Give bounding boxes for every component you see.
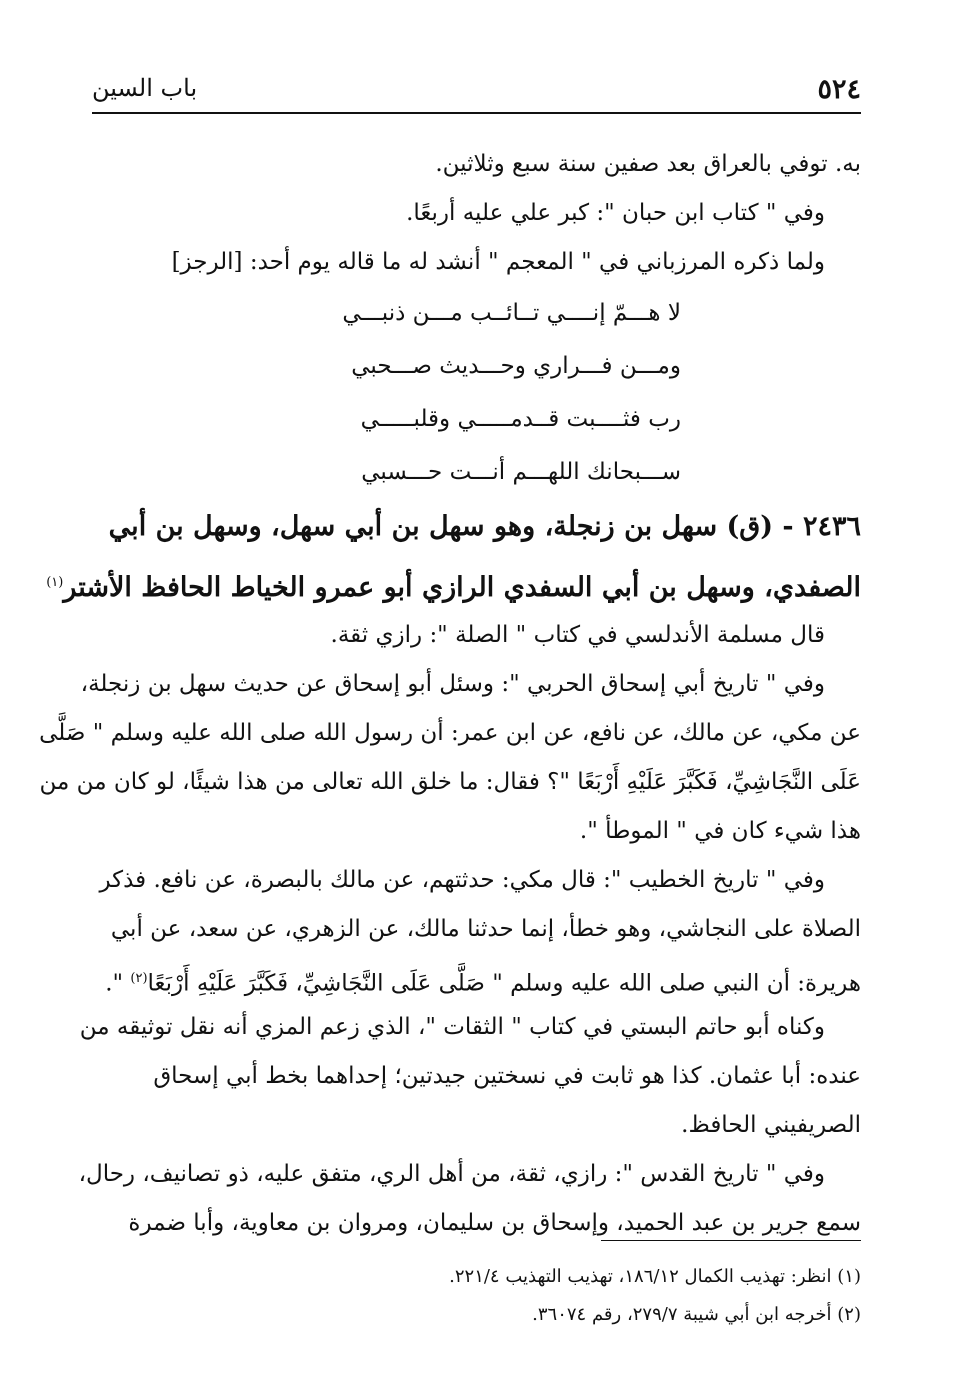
- page-body: [39, 140, 861, 1248]
- paragraph-line: [92, 954, 861, 1003]
- footnote: (١) انظر: تهذيب الكمال ١٨٦/١٢، تهذيب التهذيب ٢٢١/٤.: [449, 1266, 861, 1287]
- page-number: ٥٢٤: [817, 74, 861, 105]
- poem-verse: ومـــن فـــراري وحـــديث صـــحبي: [351, 353, 681, 379]
- paragraph-text: هريرة: أن النبي صلى الله عليه وسلم " صَلَّى عَلَى النَّجَاشِيِّ، فَكَبَّرَ عَلَيْهِ أَرْبَعًا: [147, 970, 861, 997]
- poem-verses: [92, 287, 681, 499]
- paragraph-line: سمع جرير بن عبد الحميد، وإسحاق بن سليمان، ومروان بن معاوية، وأبا ضمرة: [128, 1210, 861, 1236]
- poem-verse: لا هـــمّ إنــــي تــائــب مـــن ذنبـــي: [342, 300, 681, 326]
- paragraph-text: ".: [105, 970, 131, 997]
- paragraph-line: قال مسلمة الأندلسي في كتاب " الصلة ": رازي ثقة.: [330, 622, 825, 648]
- paragraph-line: عنده: أبا عثمان. كذا هو ثابت في نسختين جيدتين؛ إحداهما بخط أبي إسحاق: [153, 1063, 861, 1089]
- page-header: [92, 72, 861, 114]
- footnote-divider: [601, 1240, 861, 1241]
- entry-heading: ٢٤٣٦ - (ق) سهل بن زنجلة، وهو سهل بن أبي سهل، وسهل بن أبي: [108, 511, 861, 542]
- footnote-ref[interactable]: (١): [46, 575, 64, 590]
- footnote-ref[interactable]: (٢): [130, 971, 148, 986]
- paragraph-line: عن مكي، عن مالك، عن نافع، عن ابن عمر: أن رسول الله صلى الله عليه وسلم " صَلَّى: [39, 720, 861, 746]
- poem-verse: رب فثــــبت قــدمـــــي وقلبـــــي: [360, 406, 681, 432]
- footnote: (٢) أخرجه ابن أبي شيبة ٢٧٩/٧، رقم ٣٦٠٧٤.: [532, 1304, 861, 1325]
- poem-verse: ســـبحانك اللهـــم أنـــت حـــسبي: [361, 459, 681, 485]
- entry-heading: [46, 555, 861, 611]
- text-line: وفي " كتاب ابن حبان ": كبر علي عليه أربعًا.: [406, 200, 825, 226]
- footnotes: [92, 1258, 861, 1334]
- paragraph-line: الصريفيني الحافظ.: [681, 1112, 861, 1138]
- text-line: ولما ذكره المرزباني في " المعجم " أنشد له ما قاله يوم أحد: [الرجز]: [171, 249, 825, 275]
- paragraph-line: وكناه أبو حاتم البستي في كتاب " الثقات "، الذي زعم المزي أنه نقل توثيقه من: [79, 1014, 825, 1040]
- text-line: به. توفي بالعراق بعد صفين سنة سبع وثلاثين.: [435, 151, 861, 177]
- chapter-title: باب السين: [92, 74, 198, 102]
- paragraph-line: وفي " تاريخ أبي إسحاق الحربي ": وسئل أبو إسحاق عن حديث سهل بن زنجلة،: [80, 671, 825, 697]
- paragraph-line: عَلَى النَّجَاشِيِّ، فَكَبَّرَ عَلَيْهِ أَرْبَعًا "؟ فقال: ما خلق الله تعالى من هذا شيئًا، لو كان من من: [39, 769, 861, 795]
- paragraph-line: الصلاة على النجاشي، وهو خطأ، إنما حدثنا مالك، عن الزهري، عن سعد، عن أبي: [110, 916, 861, 942]
- paragraph-line: وفي " تاريخ القدس ": رازي، ثقة، من أهل الري، متفق عليه، ذو تصانيف، رحال،: [78, 1161, 825, 1187]
- entry-heading-text: الصفدي، وسهل بن أبي السفدي الرازي أبو عمرو الخياط الحافظ الأشتر: [63, 572, 861, 603]
- paragraph-line: وفي " تاريخ الخطيب ": قال مكي: حدثتهم، عن مالك بالبصرة، عن نافع. فذكر: [99, 867, 825, 893]
- paragraph-line: هذا شيء كان في " الموطأ ".: [579, 818, 861, 844]
